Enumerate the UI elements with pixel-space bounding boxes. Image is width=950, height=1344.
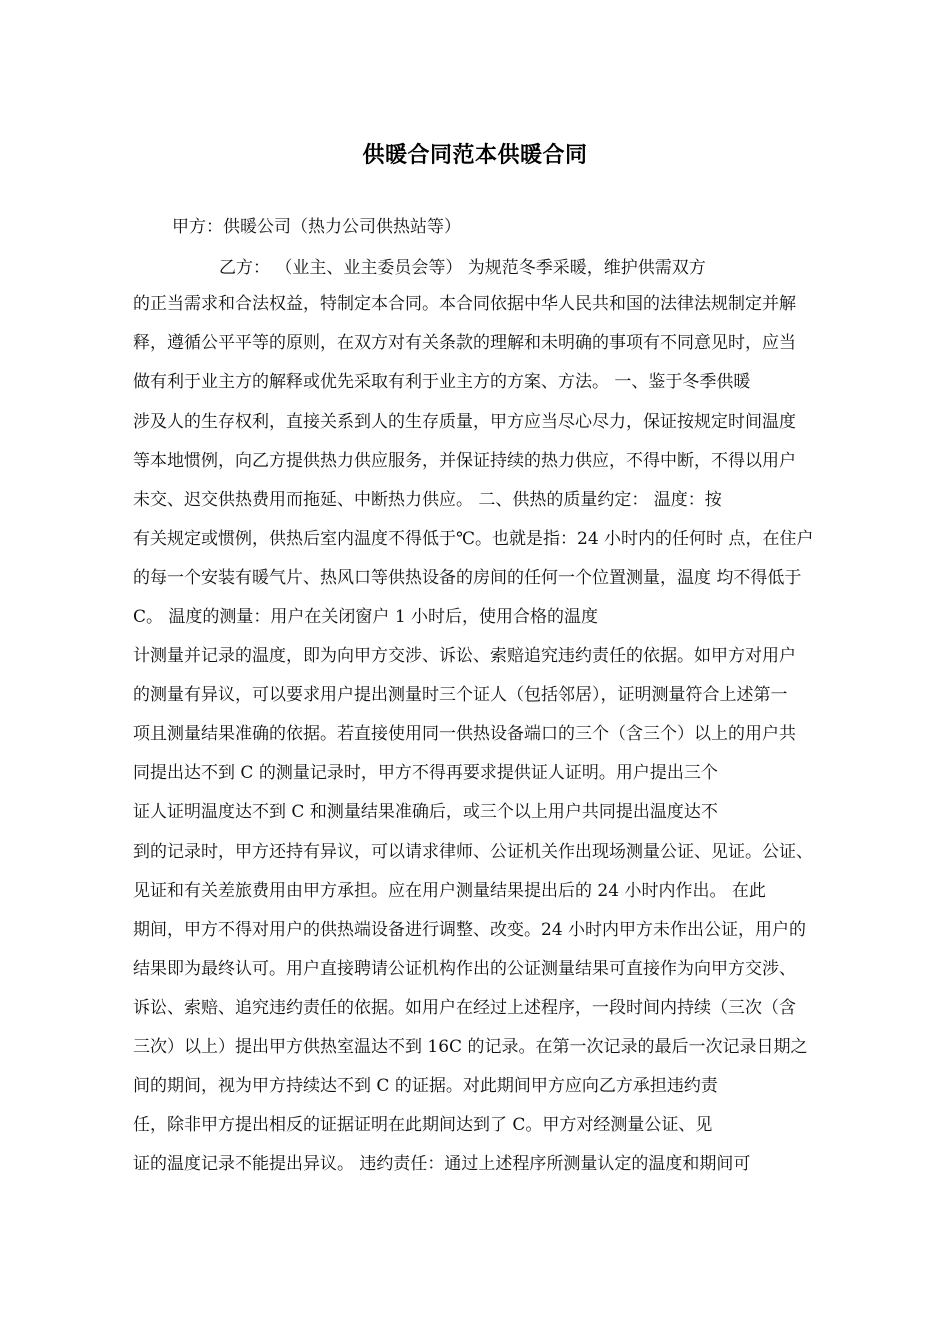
body-line: 的每一个安装有暖气片、热风口等供热设备的房间的任何一个位置测量，温度 均不得低于 bbox=[133, 568, 802, 588]
document-title: 供暖合同范本供暖合同 bbox=[362, 143, 588, 168]
party-a-line: 甲方：供暖公司（热力公司供热站等） bbox=[172, 217, 461, 237]
body-line: 见证和有关差旅费用由甲方承担。应在用户测量结果提出后的 24 小时内作出。 在此 bbox=[133, 881, 766, 901]
body-line: 证人证明温度达不到 C 和测量结果准确后，或三个以上用户共同提出温度达不 bbox=[133, 802, 718, 822]
body-line: 期间，甲方不得对用户的供热端设备进行调整、改变。24 小时内甲方未作出公证，用户的 bbox=[133, 920, 807, 940]
body-line: 等本地惯例，向乙方提供热力供应服务，并保证持续的热力供应，不得中断，不得以用户 bbox=[133, 451, 796, 471]
body-line: 三次）以上）提出甲方供热室温达不到 16C 的记录。在第一次记录的最后一次记录日期之 bbox=[133, 1037, 808, 1057]
body-line: 有关规定或惯例，供热后室内温度不得低于℃。也就是指：24 小时内的任何时 点，在住户 bbox=[133, 529, 814, 549]
body-line: 的测量有异议，可以要求用户提出测量时三个证人（包括邻居），证明测量符合上述第一 bbox=[133, 685, 788, 705]
body-line: 涉及人的生存权利，直接关系到人的生存质量，甲方应当尽心尽力，保证按规定时间温度 bbox=[133, 412, 796, 432]
body-line: 的正当需求和合法权益，特制定本合同。本合同依据中华人民共和国的法律法规制定并解 bbox=[133, 294, 796, 314]
body-line: 计测量并记录的温度，即为向甲方交涉、诉讼、索赔追究违约责任的依据。如甲方对用户 bbox=[133, 646, 796, 666]
body-line: 做有利于业主方的解释或优先采取有利于业主方的方案、方法。 一、鉴于冬季供暖 bbox=[133, 372, 751, 392]
body-line: 结果即为最终认可。用户直接聘请公证机构作出的公证测量结果可直接作为向甲方交涉、 bbox=[133, 959, 796, 979]
body-line: 到的记录时，甲方还持有异议，可以请求律师、公证机关作出现场测量公证、见证。公证、 bbox=[133, 842, 813, 862]
body-line: 未交、迟交供热费用而拖延、中断热力供应。 二、供热的质量约定： 温度：按 bbox=[133, 490, 722, 510]
body-line: 间的期间，视为甲方持续达不到 C 的证据。对此期间甲方应向乙方承担违约责 bbox=[133, 1076, 718, 1096]
body-line: 诉讼、索赔、追究违约责任的依据。如用户在经过上述程序，一段时间内持续（三次（含 bbox=[133, 998, 796, 1018]
body-line: 项且测量结果准确的依据。若直接使用同一供热设备端口的三个（含三个）以上的用户共 bbox=[133, 724, 796, 744]
body-line: C。 温度的测量：用户在关闭窗户 1 小时后，使用合格的温度 bbox=[133, 607, 599, 627]
body-line: 任，除非甲方提出相反的证据证明在此期间达到了 C。甲方对经测量公证、见 bbox=[133, 1115, 713, 1135]
body-line: 释，遵循公平平等的原则，在双方对有关条款的理解和未明确的事项有不同意见时，应当 bbox=[133, 333, 796, 353]
party-b-line: 乙方： （业主、业主委员会等） 为规范冬季采暖，维护供需双方 bbox=[219, 258, 706, 278]
body-line: 同提出达不到 C 的测量记录时，甲方不得再要求提供证人证明。用户提出三个 bbox=[133, 763, 718, 783]
body-line: 证的温度记录不能提出异议。 违约责任：通过上述程序所测量认定的温度和期间可 bbox=[133, 1154, 751, 1174]
